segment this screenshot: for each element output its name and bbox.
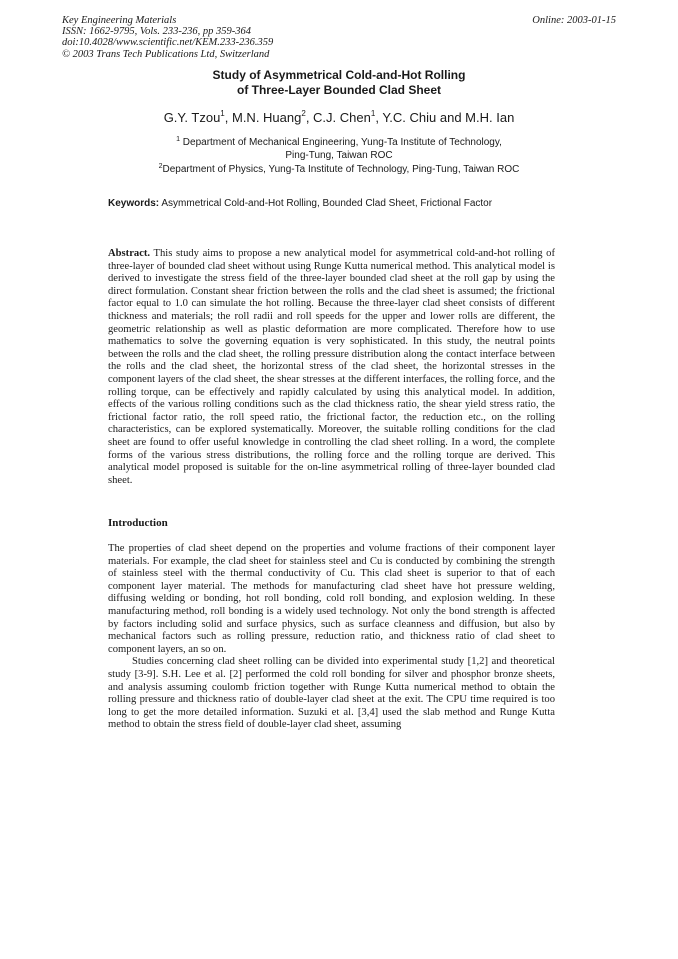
author-affiliation-mark: 1: [370, 109, 376, 118]
author-name: M.N. Huang: [231, 110, 302, 125]
affiliation-number: 1: [176, 136, 181, 143]
author-affiliation-mark: 2: [301, 109, 306, 118]
keywords: [108, 198, 492, 209]
online-date: Online: 2003-01-15: [532, 15, 616, 26]
publication-header: [62, 15, 273, 60]
copyright-line: © 2003 Trans Tech Publications Ltd, Switzerland: [62, 48, 270, 60]
affiliation-2: [0, 164, 678, 177]
affiliation-text: Department of Physics, Yung-Ta Institute of Technology, Ping-Tung, Taiwan ROC: [162, 164, 520, 175]
affiliation-1: [0, 137, 678, 162]
author-affiliation-mark: 1: [220, 109, 225, 118]
affiliation-text: Ping-Tung, Taiwan ROC: [285, 149, 393, 161]
abstract-text: This study aims to propose a new analytical model for asymmetrical cold-and-hot rolling of three-layer of bounded clad sheet without using Runge Kutta numerical method. This analytical model is derived to investigate the stress field of the three-layer bounded clad sheet at the roll gap by using the direct formulation. Constant shear friction between the rolls and the clad sheet is assumed; the frictional factor equal to 1.0 can simulate the hot rolling. Because the three-layer clad sheet consists of different thickness and materials; the roll radii and roll speeds for the upper and lower rolls are different, the geometric relationship as well as plastic deformation are more complicated. Therefore how to use mathematics to solve the governing equation is very sophisticated. In this study, the neutral points between the rolls and the clad sheet, the rolling pressure distribution along the contact interface between the rolls and the clad sheet, the horizontal stress of the clad sheet, the horizontal stresses in the component layers of the clad sheet, the shear stresses at the different interfaces, the rolling force, and the rolling torque, can be effectively and rapidly calculated by using this analytical model. In addition, effects of the various rolling conditions such as the clad thickness ratio, the shear yield stress ratio, the frictional factor ratio, the roll speed ratio, the frictional factor, the reduction etc., on the rolling characteristics, can be explored systematically. Moreover, the suitable rolling conditions for the clad sheet are found to offer useful knowledge in controlling the clad sheet rolling. In a word, the complete forms of the various stress distributions, the rolling force and the rolling torque are derived. This analytical model proposed is suitable for the on-line asymmetrical rolling of three-layer bounded clad sheet.: [108, 248, 555, 486]
affiliation-text: Department of Mechanical Engineering, Yung-Ta Institute of Technology,: [182, 137, 502, 148]
affiliation-number: 2: [158, 163, 163, 170]
introduction-heading: Introduction: [108, 517, 168, 529]
journal-name: Key Engineering Materials: [62, 15, 177, 26]
abstract: [108, 248, 555, 487]
keywords-label: Keywords:: [108, 198, 160, 209]
author-list: G.Y. Tzou$^1$, M.N. Huang$^2$, C.J. Chen$^1$, Y.C. Chiu and M.H. Ian: [163, 109, 515, 125]
issn-line: ISSN: 1662-9795, Vols. 233-236, pp 359-364: [62, 26, 251, 38]
abstract-label: Abstract.: [108, 248, 151, 259]
introduction-paragraph-2: Studies concerning clad sheet rolling can be divided into experimental study [1,2] and theoretical study [3-9]. S.H. Lee et al. [2] performed the cold roll bonding for silver and phosphor bronze sheets, and analysis assuming coulomb friction together with Runge Kutta numerical method to obtain the rolling pressure and thickness ratio of double-layer clad sheet at the exit. The CPU time required is too long to get the more detailed information. Suzuki et al. [3,4] used the slab method and Runge Kutta method to obtain the stress field of double-layer clad sheet, assuming: [108, 656, 555, 731]
keywords-text: Asymmetrical Cold-and-Hot Rolling, Bounded Clad Sheet, Frictional Factor: [161, 198, 493, 209]
title-line-2: of Three-Layer Bounded Clad Sheet: [236, 82, 442, 97]
author-name: G.Y. Tzou: [163, 110, 221, 125]
title-line-1: Study of Asymmetrical Cold-and-Hot Rolling: [212, 68, 466, 82]
doi-line[interactable]: doi:10.4028/www.scientific.net/KEM.233-236.359: [62, 37, 274, 49]
introduction-paragraph-1: The properties of clad sheet depend on the properties and volume fractions of their component layer materials. For example, the clad sheet for stainless steel and Cu is conducted by combining the strength of stainless steel with the thermal conductivity of Cu. This clad sheet is superior to that of each component layer material. The methods for manufacturing clad sheet have hot pressure welding, diffusing welding or bonding, hot roll bonding, cold roll bonding, and explosion welding. In these manufacturing method, roll bonding is a widely used technology. Not only the bond strength is affected by factors including solid and surface physics, such as surface cleanness and diffusion, but also by mechanical factors such as rolling pressure, reduction ratio, and thickness ratio of clad sheet to component layers, an so on.: [108, 543, 555, 655]
author-name: C.J. Chen: [313, 110, 371, 125]
author-name: Y.C. Chiu and M.H. Ian: [382, 110, 515, 125]
introduction-body: [108, 543, 555, 732]
paper-title: [0, 68, 678, 97]
